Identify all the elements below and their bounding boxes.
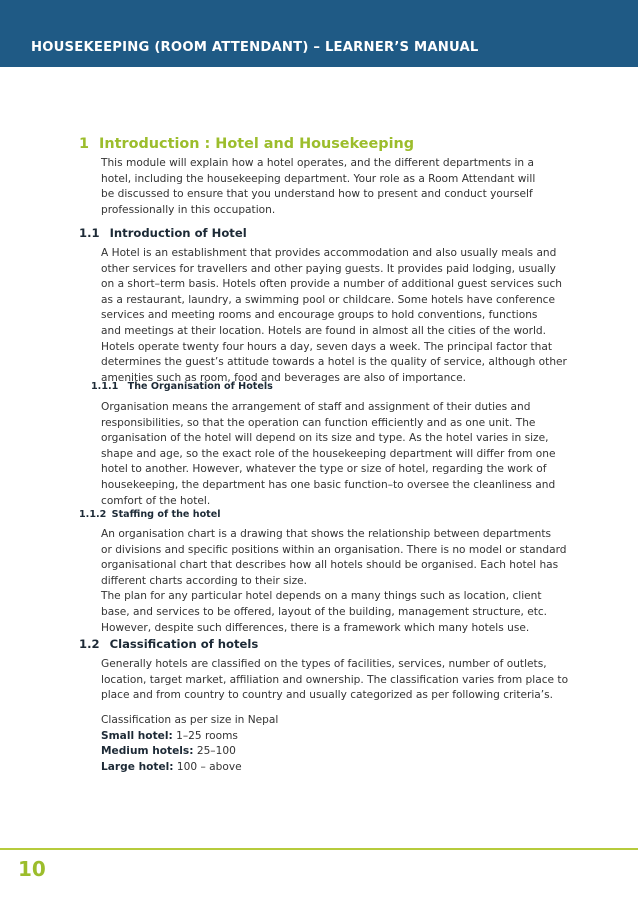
text-line: organisation of the hotel will depend on its size and type. As the hotel varies in size, (101, 432, 549, 445)
size-label: Small hotel: (101, 729, 173, 742)
manual-title: HOUSEKEEPING (ROOM ATTENDANT) – LEARNER’S MANUAL (31, 40, 479, 55)
section-number: 1 (79, 136, 90, 152)
hotel-size-list (101, 713, 278, 775)
text-line: other services for travellers and other paying guests. It provides paid lodging, usually (101, 262, 556, 275)
text-line: amenities such as room, food and beverages are also of importance. (101, 371, 467, 384)
text-line: services and meeting rooms and encourage groups to hold conventions, functions (101, 309, 538, 322)
page-number: 10 (18, 857, 46, 881)
size-value: 100 – above (176, 760, 242, 773)
text-line: An organisation chart is a drawing that shows the relationship between departments (101, 528, 552, 540)
text-line: Hotels operate twenty four hours a day, seven days a week. The principal factor that (101, 340, 553, 353)
size-value: 25–100 (196, 745, 236, 758)
text-line: and meetings at their location. Hotels are found in almost all the cities of the world. (101, 324, 547, 337)
size-label: Large hotel: (101, 760, 174, 773)
list-item (101, 729, 278, 745)
section-number: 1.1.1 (91, 381, 119, 392)
section-1-1-1-heading (91, 381, 273, 392)
text-line: housekeeping, the department has one basic function–to oversee the cleanliness and (101, 478, 556, 491)
section-title: Introduction of Hotel (109, 226, 247, 240)
text-line: This module will explain how a hotel operates, and the different departments in a (101, 157, 534, 169)
footer-rule (0, 848, 638, 850)
section-1-2-heading (79, 637, 258, 651)
text-line: shape and age, so the exact role of the housekeeping department will differ from one (101, 447, 556, 460)
list-item (101, 744, 278, 760)
section-1-1-heading (79, 226, 247, 240)
text-line: determines the guest’s attitude towards a hotel is the quality of service, although other (101, 356, 567, 369)
section-1-1-1-paragraph (101, 400, 563, 509)
text-line: on a short–term basis. Hotels often provide a number of additional guest services such (101, 278, 563, 291)
text-line: hotel to another. However, whatever the type or size of hotel, regarding the work of (101, 463, 547, 476)
list-item (101, 760, 278, 776)
text-line: location, target market, affiliation and ownership. The classification varies from place to (101, 673, 569, 686)
text-line: be discussed to ensure that you understand how to present and conduct yourself (101, 188, 533, 201)
size-list-intro: Classification as per size in Nepal (101, 714, 279, 726)
section-number: 1.2 (79, 637, 100, 651)
section-1-1-2-heading (79, 509, 221, 520)
section-1-1-paragraph (101, 246, 567, 386)
section-title: The Organisation of Hotels (127, 381, 273, 392)
text-line: comfort of the hotel. (101, 494, 211, 507)
section-number: 1.1 (79, 226, 100, 240)
text-line: Organisation means the arrangement of staff and assignment of their duties and (101, 401, 531, 413)
text-line: Generally hotels are classified on the types of facilities, services, number of outlets, (101, 658, 547, 670)
section-title: Staffing of the hotel (111, 509, 221, 520)
section-1-heading (79, 136, 414, 152)
text-line: professionally in this occupation. (101, 203, 276, 216)
text-line: However, despite such differences, there is a framework which many hotels use. (101, 621, 530, 634)
text-line: A Hotel is an establishment that provides accommodation and also usually meals and (101, 247, 557, 259)
text-line: The plan for any particular hotel depends on a many things such as location, client (101, 590, 542, 603)
section-title: Classification of hotels (109, 637, 259, 651)
text-line: base, and services to be offered, layout of the building, management structure, etc. (101, 605, 548, 618)
text-line: place and from country to country and usually categorized as per following criteria’s. (101, 689, 554, 702)
section-number: 1.1.2 (79, 509, 107, 520)
text-line: hotel, including the housekeeping department. Your role as a Room Attendant will (101, 172, 536, 185)
text-line: responsibilities, so that the operation can function efficiently and as one unit. The (101, 416, 536, 429)
section-title: Introduction : Hotel and Housekeeping (99, 136, 415, 152)
size-label: Medium hotels: (101, 745, 194, 758)
section-1-1-2-paragraph (101, 527, 567, 636)
text-line: as a restaurant, laundry, a swimming pool or childcare. Some hotels have conference (101, 293, 556, 306)
text-line: or divisions and specific positions within an organisation. There is no model or standard (101, 543, 567, 556)
size-value: 1–25 rooms (176, 729, 238, 742)
text-line: organisational chart that describes how all hotels should be organised. Each hotel has (101, 559, 559, 572)
section-1-paragraph (101, 156, 563, 218)
text-line: different charts according to their size. (101, 574, 308, 587)
header-bar (0, 0, 638, 67)
section-1-2-paragraph (101, 657, 569, 704)
